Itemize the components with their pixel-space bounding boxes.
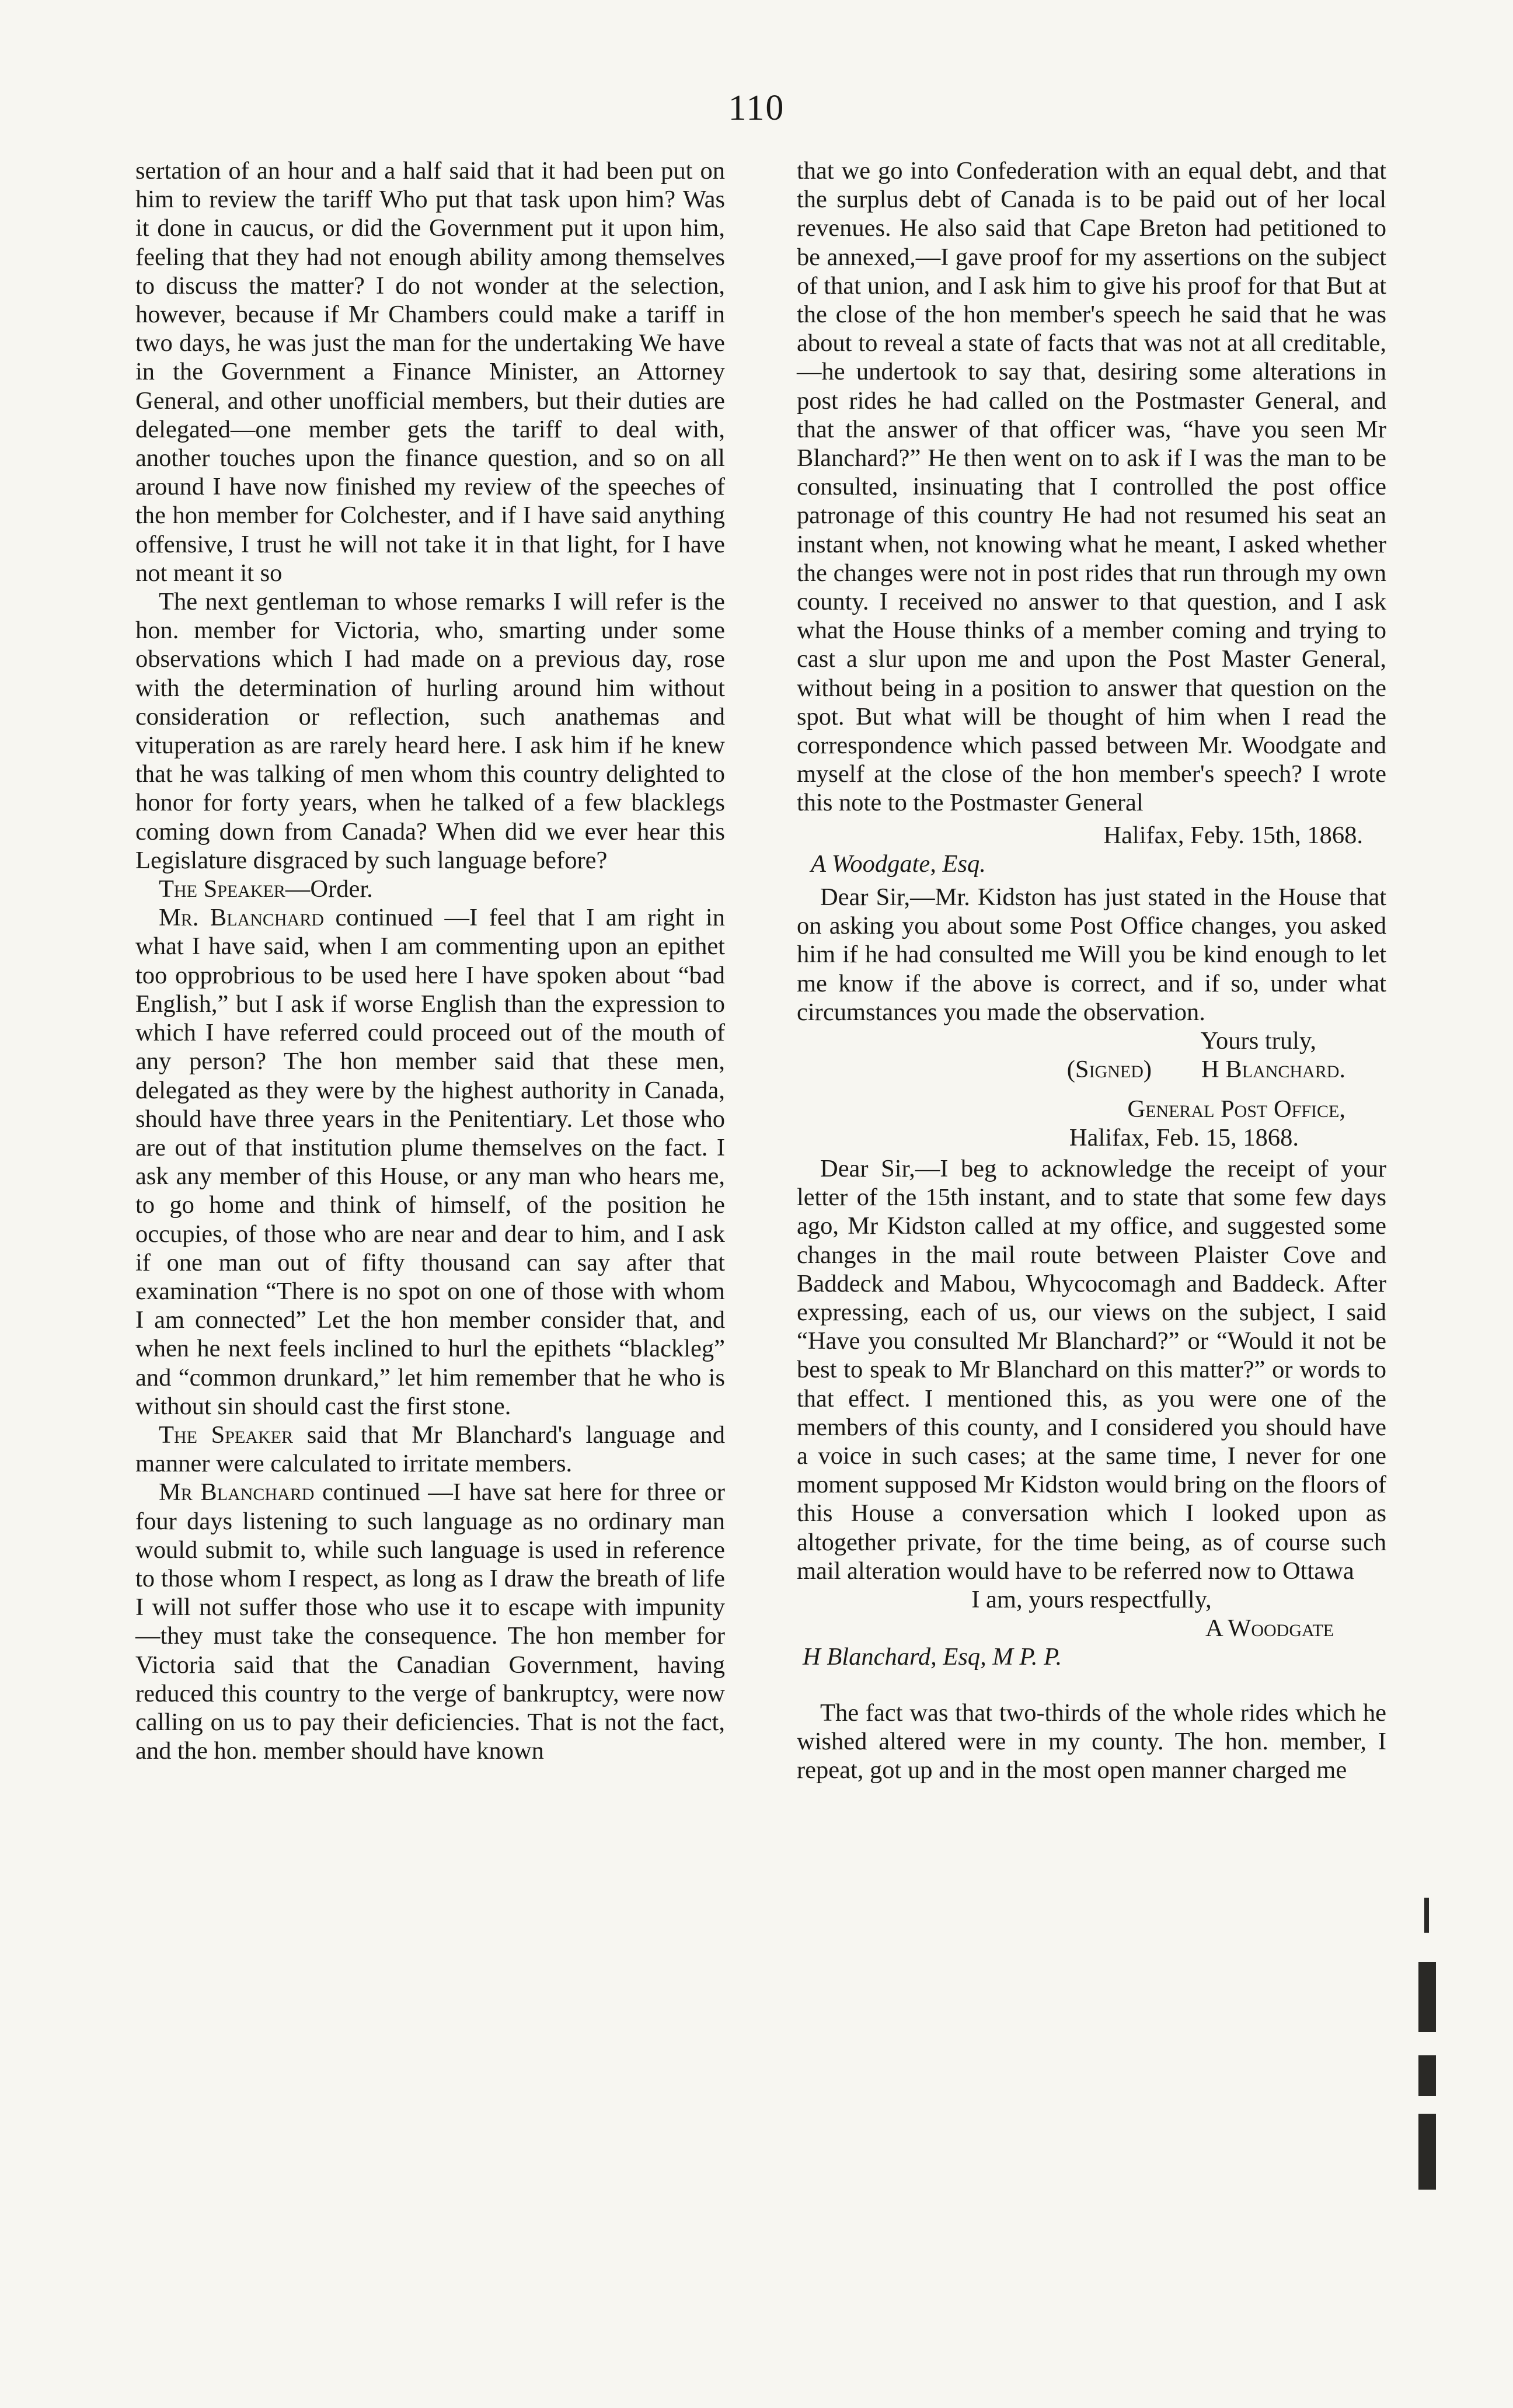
letter-heading: General Post Office, — [1127, 1095, 1345, 1123]
left-column — [135, 156, 725, 1765]
letter-closing: Yours truly, — [1200, 1027, 1316, 1055]
speech-text: said that Mr Blanchard's language and manner were calculated to irritate members. — [135, 1421, 725, 1478]
speaker-name: The Speaker — [159, 1421, 293, 1449]
speaker-name: Mr. Blanchard — [159, 904, 324, 932]
page-number: 110 — [728, 88, 785, 128]
paragraph: The next gentleman to whose remarks I will refer is the hon. member for Victoria, who, smarting under some observations which I had made on a previous day, rose with the determination of hurling around him without consideration or reflection, such anathemas and vituperation as are rarely heard here. I ask him if he knew that he was talking of men whom this country delighted to honor for forty years, when he talked of a few blacklegs coming down from Canada? When did we ever hear this Legislature disgraced by such language before? — [135, 588, 725, 874]
speaker-paragraph — [135, 903, 725, 1421]
paragraph: The fact was that two-thirds of the whole rides which he wished altered were in my county. The hon. member, I repeat, got up and in the most open manner charged me — [797, 1699, 1386, 1784]
letter-body: Dear Sir,—I beg to acknowledge the receipt of your letter of the 15th instant, and to state that some few days ago, Mr Kidston called at my office, and suggested some changes in the mail route between Plaister Cove and Baddeck and Mabou, Whycocomagh and Baddeck. After expressing, each of us, our views on the subject, I said “Have you consulted Mr Blanchard?” or “Would it not be best to speak to Mr Blanchard on this matter?” or words to that effect. I mentioned this, as you were one of the members of this county, and I considered you should have a voice in such cases; at the same time, I never for one moment supposed Mr Kidston would bring on the floors of this House a conversation which I looked upon as altogether private, for the time being, as of course such mail alteration would have to be referred now to Ottawa — [797, 1154, 1386, 1585]
speaker-paragraph — [135, 1478, 725, 1765]
speaker-paragraph — [135, 875, 725, 903]
letter-closing: I am, yours respectfully, — [971, 1585, 1212, 1613]
letter-addressee: H Blanchard, Esq, M P. P. — [803, 1643, 1062, 1671]
speaker-name: Mr Blanchard — [159, 1478, 315, 1506]
letter-body: Dear Sir,—Mr. Kidston has just stated in the House that on asking you about some Post Office changes, you asked him if he had consulted me Will you be kind enough to let me know if the above is correct, and if so, under what circumstances you made the observation. — [797, 883, 1386, 1026]
letter-addressee: A Woodgate, Esq. — [811, 850, 986, 878]
speaker-name: The Speaker — [159, 875, 285, 903]
speaker-paragraph — [135, 1421, 725, 1478]
speech-text: continued —I have sat here for three or four days listening to such language as no ordinary man would submit to, while such language is used in reference to those whom I respect, as long as I draw the breath of life I will not suffer those who use it to escape with impunity—they must take the consequence. The hon member for Victoria said that the Canadian Government, having reduced this country to the verge of bankruptcy, were now calling on us to pay their deficiencies. That is not the fact, and the hon. member should have known — [135, 1478, 725, 1765]
paragraph: that we go into Confederation with an equal debt, and that the surplus debt of Canada is to be paid out of her local revenues. He also said that Cape Breton had petitioned to be annexed,—I gave proof for my assertions on the subject of that union, and I ask him to give his proof for that But at the close of the hon member's speech he said that he was about to reveal a state of facts that was not at all creditable,—he undertook to say that, desiring some alterations in post rides he had called on the Postmaster General, and that the answer of that officer was, “have you seen Mr Blanchard?” He then went on to ask if I was the man to be consulted, insinuating that I controlled the post office patronage of this country He had not resumed his seat an instant when, not knowing what he meant, I asked whether the changes were not in post rides that run through my own county. I received no answer to that question, and I ask what the House thinks of a member coming and trying to cast a slur upon me and upon the Post Master General, without being in a position to answer that question on the spot. But what will be thought of him when I read the correspondence which passed between Mr. Woodgate and myself at the close of the hon member's speech? I wrote this note to the Postmaster General — [797, 157, 1386, 817]
letter-signature: (Signed) H Blanchard. — [1066, 1056, 1345, 1084]
letter-dateline: Halifax, Feby. 15th, 1868. — [1103, 821, 1363, 849]
right-column — [797, 156, 1386, 1784]
scan-margin-artifact — [1418, 1109, 1439, 2219]
speech-text: continued —I feel that I am right in what I have said, when I am commenting upon an epithet too opprobrious to be used here I have spoken about “bad English,” but I ask if worse English than the expression to which I have referred could proceed out of the mouth of any person? The hon member said that these men, delegated as they were by the highest authority in Canada, should have three years in the Penitentiary. Let those who are out of that institution plume themselves on the fact. I ask any member of this House, or any man who hears me, to go home and think of himself, of the position he occupies, of those who are near and dear to him, and I ask if one man out of fifty thousand can say after that examination “There is no spot on one of those with whom I am connected” Let the hon member consider that, and when he next feels inclined to hurl the epithets “blackleg” and “common drunkard,” let him remember that he who is without sin should cast the first stone. — [135, 904, 725, 1420]
speech-text: —Order. — [285, 875, 373, 903]
paragraph: sertation of an hour and a half said that it had been put on him to review the tariff Who put that task upon him? Was it done in caucus, or did the Government put it upon him, feeling that they had not enough ability among themselves to discuss the matter? I do not wonder at the selection, however, because if Mr Chambers could make a tariff in two days, he was just the man for the undertaking We have in the Government a Finance Minister, an Attorney General, and other unofficial members, but their duties are delegated—one member gets the tariff to deal with, another touches upon the finance question, and so on all around I have now finished my review of the speeches of the hon member for Colchester, and if I have said anything offensive, I trust he will not take it in that light, for I have not meant it so — [135, 157, 725, 587]
letter-signature: A Woodgate — [1205, 1614, 1334, 1643]
letter-place-date: Halifax, Feb. 15, 1868. — [1069, 1123, 1299, 1151]
